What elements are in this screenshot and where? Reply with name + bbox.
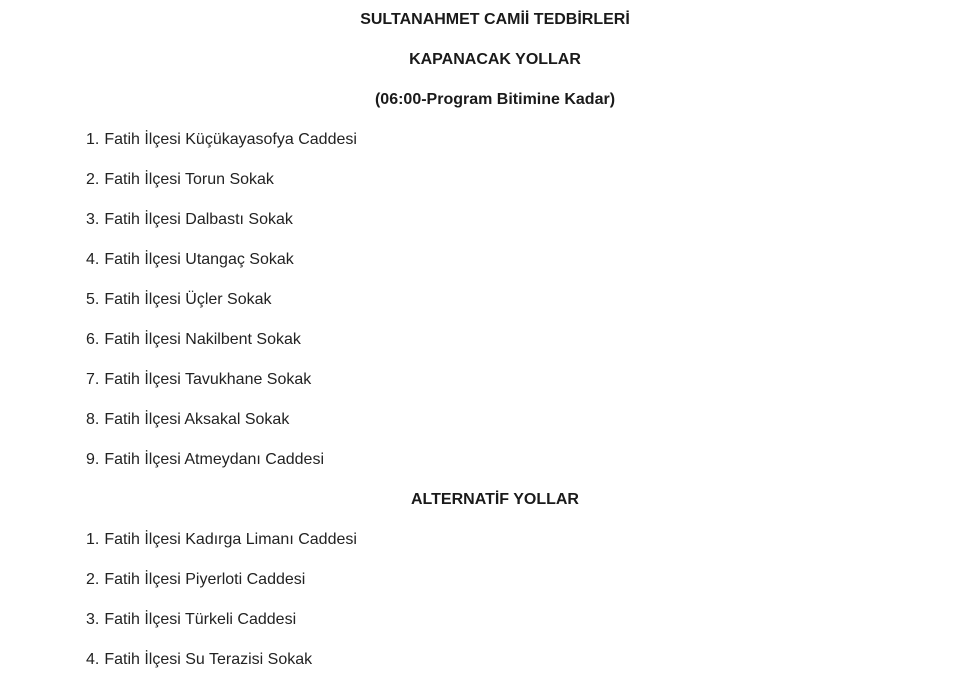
list-item (86, 170, 274, 190)
road-name: Fatih İlçesi Aksakal Sokak (104, 411, 290, 428)
list-item (86, 450, 324, 470)
list-item (86, 250, 294, 270)
road-name: Fatih İlçesi Su Terazisi Sokak (104, 651, 313, 668)
road-name: Fatih İlçesi Torun Sokak (104, 171, 274, 188)
list-item (86, 610, 296, 630)
list-number: 8. (86, 411, 100, 428)
road-name: Fatih İlçesi Dalbastı Sokak (104, 211, 293, 228)
list-number: 2. (86, 571, 100, 588)
road-name: Fatih İlçesi Üçler Sokak (104, 291, 272, 308)
road-name: Fatih İlçesi Türkeli Caddesi (104, 611, 297, 628)
road-name: Fatih İlçesi Kadırga Limanı Caddesi (104, 531, 357, 548)
list-number: 5. (86, 291, 100, 308)
list-item (86, 650, 312, 670)
list-item (86, 130, 357, 150)
list-number: 3. (86, 211, 100, 228)
road-name: Fatih İlçesi Küçükayasofya Caddesi (104, 131, 357, 148)
alternative-roads-heading: ALTERNATİF YOLLAR (411, 491, 579, 508)
list-item (86, 330, 301, 350)
list-number: 7. (86, 371, 100, 388)
list-number: 3. (86, 611, 100, 628)
road-name: Fatih İlçesi Nakilbent Sokak (104, 331, 301, 348)
list-number: 1. (86, 531, 100, 548)
list-item (86, 410, 289, 430)
list-item (86, 210, 293, 230)
list-item (86, 370, 311, 390)
road-name: Fatih İlçesi Atmeydanı Caddesi (104, 451, 325, 468)
list-item (86, 570, 305, 590)
list-number: 9. (86, 451, 100, 468)
time-range: (06:00-Program Bitimine Kadar) (374, 91, 616, 108)
list-number: 4. (86, 251, 100, 268)
list-item (86, 290, 272, 310)
road-name: Fatih İlçesi Piyerloti Caddesi (104, 571, 306, 588)
list-number: 6. (86, 331, 100, 348)
list-number: 2. (86, 171, 100, 188)
road-name: Fatih İlçesi Utangaç Sokak (104, 251, 294, 268)
road-name: Fatih İlçesi Tavukhane Sokak (104, 371, 312, 388)
closed-roads-heading: KAPANACAK YOLLAR (409, 51, 581, 68)
list-item (86, 530, 357, 550)
page-title: SULTANAHMET CAMİİ TEDBİRLERİ (360, 11, 630, 28)
list-number: 4. (86, 651, 100, 668)
list-number: 1. (86, 131, 100, 148)
